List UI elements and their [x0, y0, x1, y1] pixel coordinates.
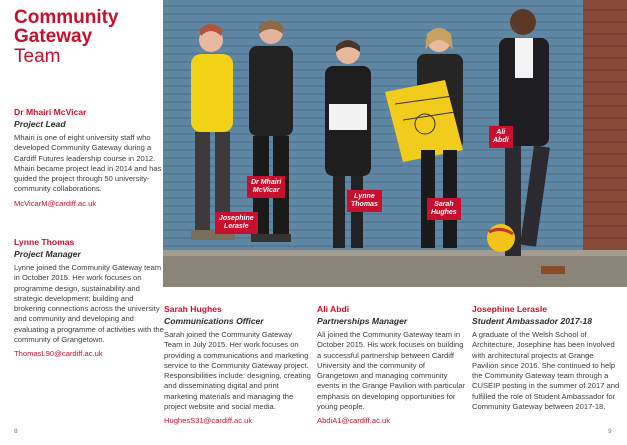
profile-email-link[interactable]: ThomasL90@cardiff.ac.uk [14, 349, 103, 359]
page-title [14, 8, 154, 66]
page-number-right: 9 [608, 428, 612, 435]
profile-name: Dr Mhairi McVicar [14, 107, 87, 117]
title-line-2: Gateway [14, 26, 93, 48]
profile-name: Sarah Hughes [164, 304, 222, 314]
profile-role: Project Manager [14, 248, 81, 259]
profile-name: Lynne Thomas [14, 237, 75, 247]
profile-ali [317, 304, 467, 426]
photo-tag-line: Dr Mhairi [251, 179, 282, 186]
profile-email-link[interactable]: AbdiA1@cardiff.ac.uk [317, 416, 390, 426]
profile-name: Josephine Lerasle [472, 304, 547, 314]
profile-name: Ali Abdi [317, 304, 350, 314]
profile-role: Communications Officer [164, 315, 264, 326]
title-line-3: Team [14, 45, 61, 67]
brick-wall [583, 0, 627, 250]
title-line-1: Community [14, 7, 119, 28]
photo-tag-mhairi [247, 176, 285, 198]
team-photo-illustration [163, 0, 627, 287]
photo-tag-line: Sarah [434, 201, 454, 208]
page-number-left: 8 [14, 428, 18, 435]
photo-tag-line: Abdi [493, 137, 509, 145]
profile-bio: Mhairi is one of eight university staff who developed Community Gateway during a Cardiff Futures leadership course in 2012. Mhairi became project lead in 2014 and has guided the project through 50 university-community collaborations. [14, 133, 162, 194]
photo-tag-josephine [215, 212, 258, 234]
profile-role: Student Ambassador 2017-18 [472, 315, 593, 326]
photo-tag-line: Ali [496, 129, 506, 136]
photo-tag-ali [489, 126, 513, 148]
profile-bio: Lynne joined the Community Gateway team in October 2015. Her work focuses on programme design, sustainability and strategic development; building and brokering connections across the university and community and developing and evaluating a programme of activities with the community of Grangetown. [14, 263, 164, 344]
photo-tag-line: Hughes [431, 209, 457, 217]
profile-role: Partnerships Manager [317, 315, 408, 326]
photo-tag-line: Josephine [219, 215, 254, 222]
profile-bio: Ali joined the Community Gateway team in October 2015. His work focuses on building a successful partnership between Cardiff University and the community of Grangetown and managing community events in the Grange Pavilion with particular emphasis on developing opportunities for young people. [317, 330, 466, 411]
photo-tag-sarah [427, 198, 461, 220]
profile-bio: A graduate of the Welsh School of Architecture, Josephine has been involved with architectural projects at Grange Pavilion since 2016. She continued to help the Community Gateway team through a CUSEIP posting in the summer of 2017 and fulfilled the role of Student Ambassador for Community Gateway between 2017-18. [472, 330, 620, 411]
profile-josephine [472, 304, 620, 412]
team-photo [163, 0, 627, 287]
profile-role: Project Lead [14, 118, 66, 129]
profile-email-link[interactable]: HughesS31@cardiff.ac.uk [164, 416, 253, 426]
profile-mhairi [14, 107, 164, 209]
photo-tag-line: McVicar [252, 187, 280, 195]
profile-bio: Sarah joined the Community Gateway Team in July 2015. Her work focuses on providing a communications and marketing service to the Community Gateway project. Responsibilities include: designing, creating and disseminating digital and print marketing materials and managing the project website and social media. [164, 330, 311, 411]
photo-tag-line: Lynne [354, 193, 375, 200]
photo-tag-line: Lerasle [224, 223, 249, 231]
photo-tag-line: Thomas [351, 201, 378, 209]
profile-sarah [164, 304, 312, 426]
photo-tag-lynne [347, 190, 382, 212]
profile-email-link[interactable]: McVicarM@cardiff.ac.uk [14, 198, 97, 208]
profile-lynne [14, 237, 164, 359]
